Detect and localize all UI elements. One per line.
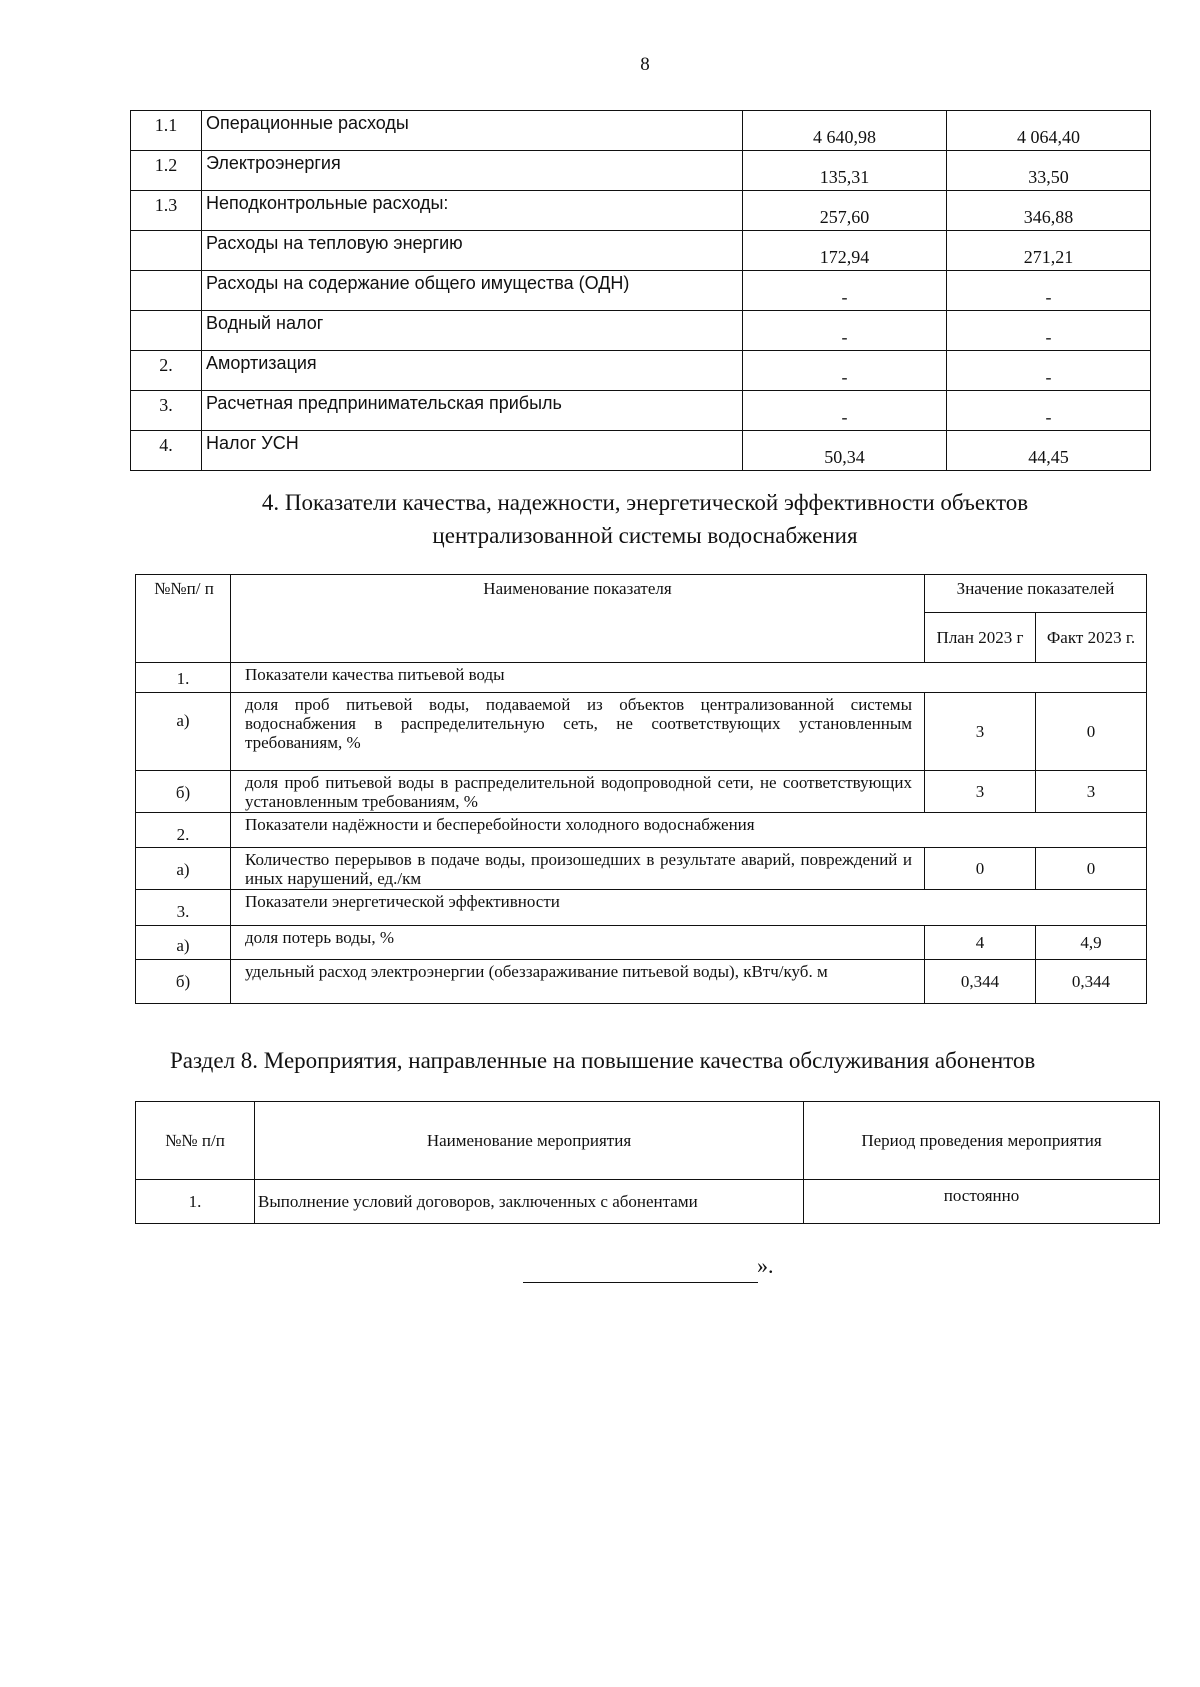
row-1b-text: доля проб питьевой воды в распределительной водопроводной сети, не соответствующих установленным требованиям, %: [231, 771, 925, 813]
expense-value-2: -: [947, 311, 1151, 351]
expense-value-1: -: [743, 391, 947, 431]
expense-num: 1.2: [131, 151, 202, 191]
expense-value-2: 4 064,40: [947, 111, 1151, 151]
header-num: №№п/ п: [136, 575, 231, 663]
group2-num: 2.: [136, 813, 231, 848]
expense-num: 2.: [131, 351, 202, 391]
expense-num: [131, 271, 202, 311]
expense-value-2: -: [947, 391, 1151, 431]
expense-name: Расходы на содержание общего имущества (ОДН): [202, 271, 743, 311]
row-1a-fact: 0: [1036, 693, 1147, 771]
expense-value-1: 135,31: [743, 151, 947, 191]
closing-mark: ».: [757, 1253, 774, 1278]
expense-name: Электроэнергия: [202, 151, 743, 191]
expense-num: [131, 231, 202, 271]
expense-value-1: -: [743, 351, 947, 391]
expense-name: Амортизация: [202, 351, 743, 391]
expense-row: [131, 151, 1151, 191]
expense-row: [131, 231, 1151, 271]
row-3b-text: удельный расход электроэнергии (обеззараживание питьевой воды), кВтч/куб. м: [231, 960, 925, 1004]
row-2a-fact: 0: [1036, 848, 1147, 890]
expense-row: [131, 391, 1151, 431]
expense-row: [131, 351, 1151, 391]
row-3a-plan: 4: [925, 926, 1036, 960]
expense-num: 4.: [131, 431, 202, 471]
expense-row: [131, 271, 1151, 311]
expense-row: [131, 191, 1151, 231]
section4-title-line1: 4. Показатели качества, надежности, энергетической эффективности объектов: [261, 490, 1029, 515]
header-values: Значение показателей: [925, 575, 1147, 613]
expense-num: [131, 311, 202, 351]
row-3a-fact: 4,9: [1036, 926, 1147, 960]
expense-name: Расчетная предпринимательская прибыль: [202, 391, 743, 431]
row-3b-num: б): [136, 960, 231, 1004]
expense-name: Налог УСН: [202, 431, 743, 471]
row-1a-plan: 3: [925, 693, 1036, 771]
row-1b-num: б): [136, 771, 231, 813]
section4-title-line2: централизованной системы водоснабжения: [432, 523, 858, 548]
expense-name: Неподконтрольные расходы:: [202, 191, 743, 231]
expense-value-1: -: [743, 311, 947, 351]
expense-row: [131, 431, 1151, 471]
row-1-num: 1.: [136, 1180, 255, 1224]
expense-num: 3.: [131, 391, 202, 431]
header-period: Период проведения мероприятия: [804, 1102, 1160, 1180]
group1-num: 1.: [136, 663, 231, 693]
header-fact: Факт 2023 г.: [1036, 613, 1147, 663]
expense-value-1: 257,60: [743, 191, 947, 231]
header-measure-name: Наименование мероприятия: [255, 1102, 804, 1180]
expense-row: [131, 311, 1151, 351]
row-2a-num: а): [136, 848, 231, 890]
expense-value-2: 44,45: [947, 431, 1151, 471]
row-1b-plan: 3: [925, 771, 1036, 813]
page-number: 8: [640, 54, 650, 75]
expense-name: Расходы на тепловую энергию: [202, 231, 743, 271]
expense-value-2: 33,50: [947, 151, 1151, 191]
expense-num: 1.1: [131, 111, 202, 151]
expense-value-1: 172,94: [743, 231, 947, 271]
row-3b-plan: 0,344: [925, 960, 1036, 1004]
measures-table: [135, 1101, 1160, 1224]
expense-value-2: -: [947, 351, 1151, 391]
signature-line: [523, 1258, 758, 1283]
expense-value-2: 346,88: [947, 191, 1151, 231]
expense-row: [131, 111, 1151, 151]
expense-value-2: 271,21: [947, 231, 1151, 271]
row-1-measure: Выполнение условий договоров, заключенных с абонентами: [255, 1180, 804, 1224]
group3-title: Показатели энергетической эффективности: [231, 890, 1147, 926]
row-2a-plan: 0: [925, 848, 1036, 890]
group2-title: Показатели надёжности и бесперебойности холодного водоснабжения: [231, 813, 1147, 848]
row-3b-fact: 0,344: [1036, 960, 1147, 1004]
group3-num: 3.: [136, 890, 231, 926]
group1-title: Показатели качества питьевой воды: [231, 663, 1147, 693]
header-name: Наименование показателя: [231, 575, 925, 663]
header-num: №№ п/п: [136, 1102, 255, 1180]
expense-name: Водный налог: [202, 311, 743, 351]
section8-title: Раздел 8. Мероприятия, направленные на повышение качества обслуживания абонентов: [170, 1048, 1036, 1073]
expense-value-1: -: [743, 271, 947, 311]
expense-num: 1.3: [131, 191, 202, 231]
header-plan: План 2023 г: [925, 613, 1036, 663]
expenses-table: [130, 110, 1151, 471]
row-3a-num: а): [136, 926, 231, 960]
row-1a-text: доля проб питьевой воды, подаваемой из объектов централизованной системы водоснабжения в распределительную сеть, не соответствующих установленным требованиям, %: [231, 693, 925, 771]
row-2a-text: Количество перерывов в подаче воды, произошедших в результате аварий, повреждений и иных нарушений, ед./км: [231, 848, 925, 890]
row-3a-text: доля потерь воды, %: [231, 926, 925, 960]
row-1-period: постоянно: [804, 1180, 1160, 1224]
expense-name: Операционные расходы: [202, 111, 743, 151]
row-1a-num: а): [136, 693, 231, 771]
expense-value-1: 50,34: [743, 431, 947, 471]
indicators-table: [135, 574, 1147, 1004]
row-1b-fact: 3: [1036, 771, 1147, 813]
expense-value-2: -: [947, 271, 1151, 311]
expense-value-1: 4 640,98: [743, 111, 947, 151]
